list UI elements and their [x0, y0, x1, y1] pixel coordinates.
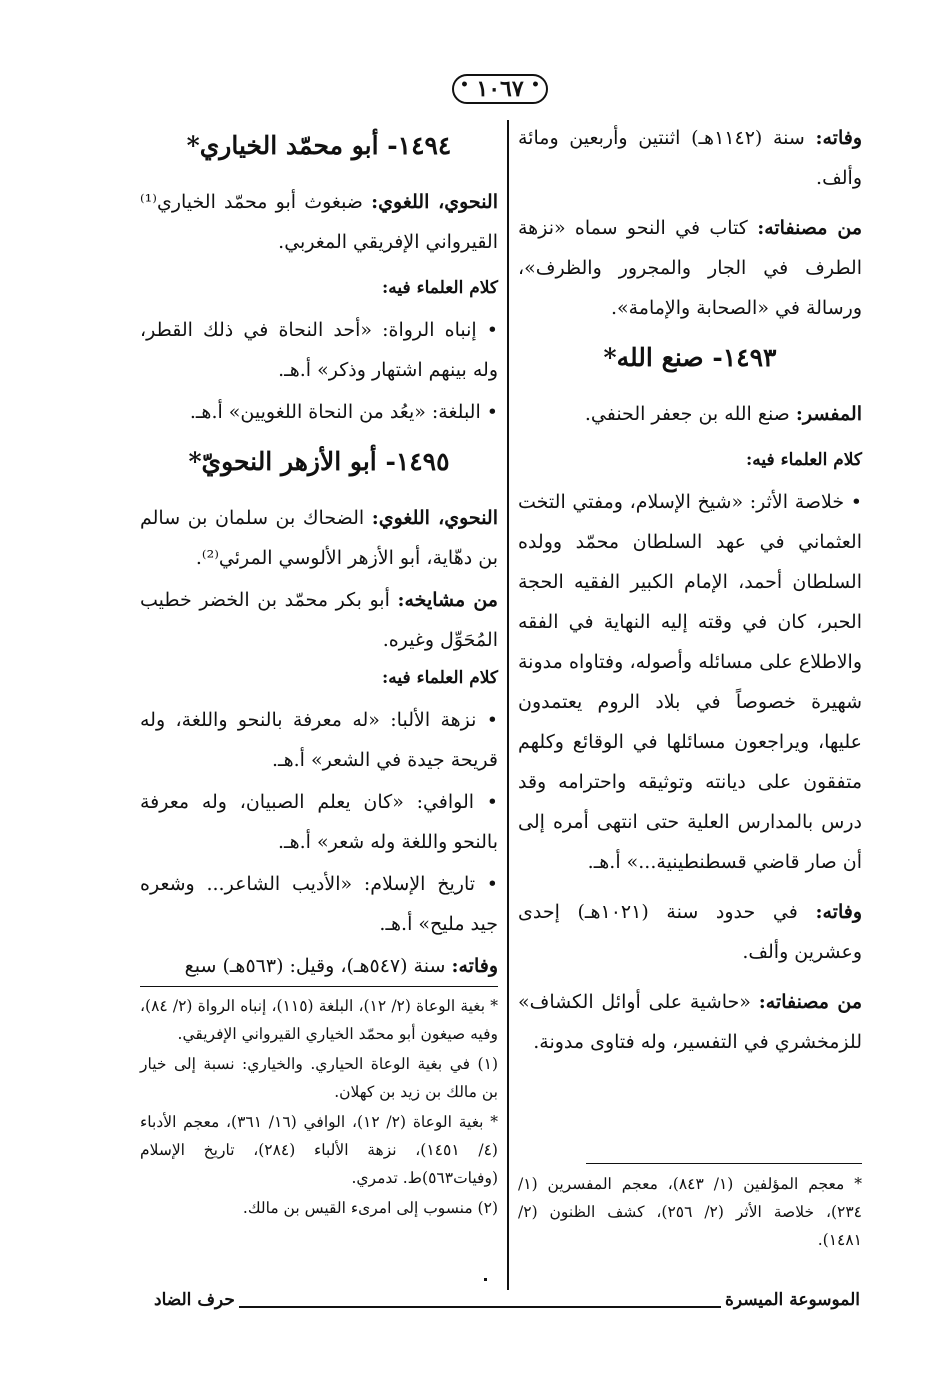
entry-title-1494: ١٤٩٤- أبو محمّد الخياري* — [186, 131, 452, 160]
footnote: * معجم المؤلفين (١/ ٨٤٣)، معجم المفسرين (١/ ٢٣٤)، خلاصة الأثر (٢/ ٢٥٦)، كشف الظنون (٢/ ١٤٨١). — [518, 1175, 862, 1249]
works-paragraph: من مصنفاته: كتاب في النحو سماه «نزهة الطرف في الجار والمجرور والظرف»، ورسالة في «الصحابة والإمامة». — [518, 217, 863, 319]
entry-1493-works: من مصنفاته: «حاشية على أوائل الكشاف» للزمخشري في التفسير، وله فتاوى مدونة. — [518, 991, 862, 1053]
right-column — [518, 118, 862, 1072]
footnote-separator-left — [140, 986, 498, 987]
entry-title-1495: ١٤٩٥- أبو الأزهر النحويّ* — [188, 447, 450, 476]
entry-1495-quote-3: • تاريخ الإسلام: «الأديب الشاعر... وشعره جيد مليح» أ.هـ. — [140, 873, 498, 935]
column-divider — [507, 120, 509, 1290]
footnote-1: * بغية الوعاة (٢/ ١٢)، البلغة (١١٥)، إنباه الرواة (٢/ ٨٤)، وفيه صيغون أبو محمّد الخياري القيرواني الإفريقي. — [140, 997, 498, 1043]
footer-section: حرف الضاد — [150, 1290, 239, 1310]
entry-1495-quote-2: • الوافي: «كان يعلم الصبيان، وله معرفة بالنحو واللغة وله شعر» أ.هـ. — [140, 791, 498, 853]
left-column — [140, 118, 498, 996]
footnotes-right — [518, 1170, 862, 1256]
scholars-heading: كلام العلماء فيه: — [382, 278, 498, 298]
entry-1494-quote-1: • إنباه الرواة: «أحد النحاة في ذلك القطر، وله بينهم اشتهار وذكر» أ.هـ. — [140, 319, 498, 381]
entry-1493-death: وفاته: في حدود سنة (١٠٢١هـ) إحدى وعشرين وألف. — [518, 901, 862, 963]
entry-1494-quote-2: • البلغة: «يعُد من النحاة اللغويين» أ.هـ. — [189, 401, 498, 423]
footnote-4: (٢) منسوب إلى امرىء القيس بن مالك. — [242, 1199, 498, 1217]
scholars-heading: كلام العلماء فيه: — [746, 450, 862, 470]
page-number: • ١٠٦٧ • — [452, 74, 548, 104]
death-paragraph: وفاته: سنة (١١٤٢هـ) اثنتين وأربعين ومائة وألف. — [518, 127, 862, 189]
scholars-heading-2: كلام العلماء فيه: — [382, 668, 498, 688]
entry-1493-quote: • خلاصة الأثر: «شيخ الإسلام، ومفتي التخت العثماني في عهد السلطان محمّد وولده السلطان أحمد، الإمام الكبير الفقيه الحجة الحبر، كان في وقته إليه النهاية في الفقه والاطلاع على مسائله وأصوله، وفتاواه مدونة شهيرة خصوصاً في بلاد الروم يعتمدون عليها، ويراجعون مسائلها في الوقائع وكلهم متفقون على ديانته وتوثيقه واحترامه وقد درس بالمدارس العلية حتى انتهى أمره إلى أن صار قاضي قسطنطينية...» أ.هـ. — [518, 491, 862, 873]
footnote-3: * بغية الوعاة (٢/ ١٢)، الوافي (١٦/ ٣٦١)، معجم الأدباء (٤/ ١٤٥١)، نزهة الألباء (٢٨٤)، تاريخ الإسلام (وفيات٥٦٣)ط. تدمري. — [140, 1113, 499, 1187]
footer-book-title: الموسوعة الميسرة — [721, 1290, 864, 1310]
footnotes-left — [140, 992, 498, 1224]
footnote-2: (١) في بغية الوعاة الحياري. والخياري: نسبة إلى خيار بن مالك بن زيد بن كهلان. — [140, 1055, 498, 1101]
entry-1493-identity: المفسر: صنع الله بن جعفر الحنفي. — [584, 403, 862, 425]
mark — [484, 1278, 487, 1281]
entry-1495-quote-1: • نزهة الألبا: «له معرفة بالنحو واللغة، وله قريحة جيدة في الشعر» أ.هـ. — [140, 709, 498, 771]
entry-title-1493: ١٤٩٣- صنع الله* — [603, 343, 777, 372]
footnote-separator-right — [586, 1163, 862, 1164]
entry-1495-teachers: من مشايخه: أبو بكر محمّد بن الخضر خطيب المُحَوِّل وغيره. — [140, 589, 498, 651]
entry-1495-identity: النحوي، اللغوي: الضحاك بن سلمان بن سالم بن دهّاية، أبو الأزهر الألوسي المرئي⁽²⁾. — [140, 507, 498, 569]
entry-1494-identity: النحوي، اللغوي: ضبغوث أبو محمّد الخياري⁽¹⁾ القيرواني الإفريقي المغربي. — [140, 191, 498, 253]
entry-1495-death: وفاته: سنة (٥٤٧هـ)، وقيل: (٥٦٣هـ) سبع — [184, 955, 498, 977]
